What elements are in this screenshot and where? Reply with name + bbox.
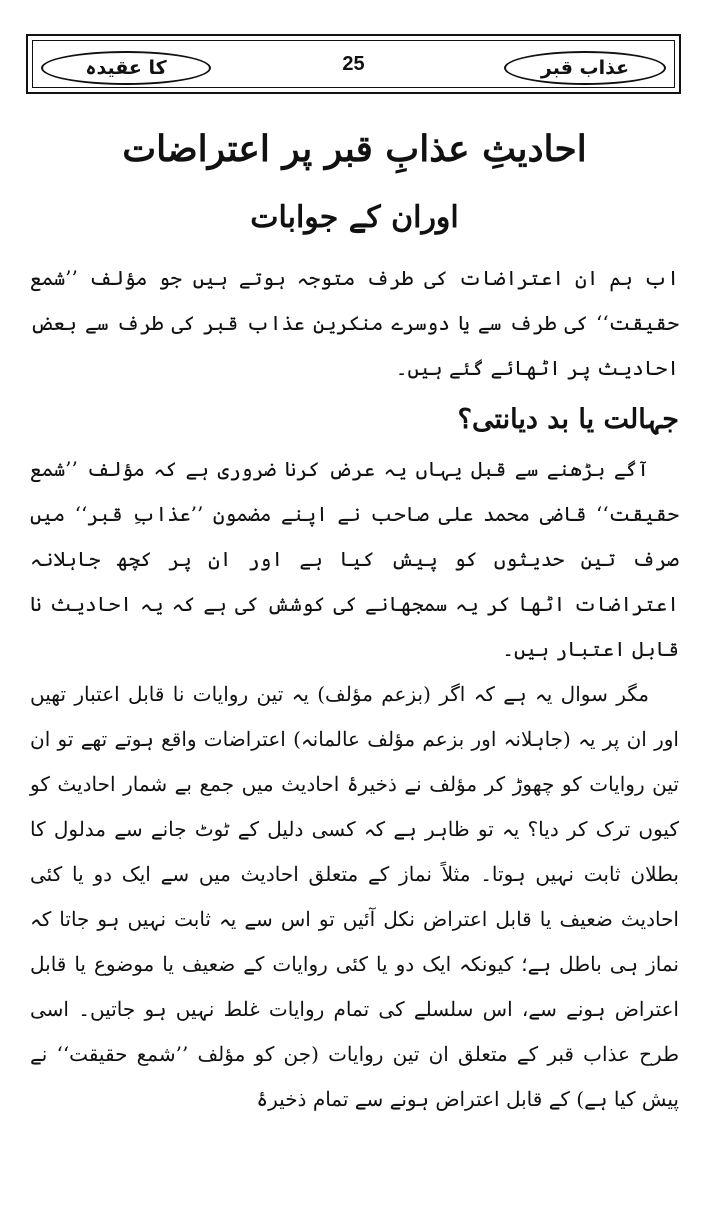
page-number: 25 xyxy=(342,53,365,75)
chapter-subtitle: اوران کے جوابات xyxy=(250,200,459,235)
chapter-title: احادیثِ عذابِ قبر پر اعتراضات xyxy=(122,128,587,170)
intro-paragraph: اب ہم ان اعتراضات کی طرف متوجہ ہوتے ہیں جو مؤلف ’’شمع حقیقت‘‘ کی طرف سے یا دوسرے منکرین عذاب قبر کی طرف سے بعض احادیث پر اٹھائے گئے ہیں۔ xyxy=(30,266,679,380)
book-subtitle-badge: کا عقیدہ xyxy=(41,51,211,85)
header-inner-border xyxy=(32,40,675,88)
book-title-badge: عذاب قبر xyxy=(504,51,666,85)
section-heading: جہالت یا بد دیانتی؟ xyxy=(457,404,679,435)
page-header xyxy=(26,34,681,94)
page-content xyxy=(30,256,679,1122)
body-paragraph-1: آگے بڑھنے سے قبل یہاں یہ عرض کرنا ضروری ہے کہ مؤلف ’’شمع حقیقت‘‘ قاضی محمد علی صاحب نے اپنے مضمون ’’عذابِ قبر‘‘ میں صرف تین حدیثوں کو پیش کیا ہے اور ان پر کچھ جاہلانہ اعتراضات اٹھا کر یہ سمجھانے کی کوشش کی ہے کہ یہ احادیث نا قابل اعتبار ہیں۔ xyxy=(30,457,679,661)
body-paragraph-2: مگر سوال یہ ہے کہ اگر (بزعم مؤلف) یہ تین روایات نا قابل اعتبار تھیں اور ان پر یہ (جاہلانہ اور بزعم مؤلف عالمانہ) اعتراضات واقع ہوتے تھے تو ان تین روایات کو چھوڑ کر مؤلف نے ذخیرۂ احادیث میں جمع بے شمار احادیث کو کیوں ترک کر دیا؟ یہ تو ظاہر ہے کہ کسی دلیل کے ٹوٹ جانے سے مدلول کا بطلان ثابت نہیں ہوتا۔ مثلاً نماز کے متعلق احادیث میں سے ایک دو یا کئی احادیث ضعیف یا قابل اعتراض نکل آئیں تو اس سے یہ ثابت نہیں ہو جاتا کہ نماز ہی باطل ہے؛ کیونکہ ایک دو یا کئی روایات کے ضعیف یا موضوع یا قابل اعتراض ہونے سے، اس سلسلے کی تمام روایات غلط نہیں ہو جاتیں۔ اسی طرح عذاب قبر کے متعلق ان تین روایات (جن کو مؤلف ’’شمع حقیقت‘‘ نے پیش کیا ہے) کے قابل اعتراض ہونے سے تمام ذخیرۂ xyxy=(30,682,679,1111)
